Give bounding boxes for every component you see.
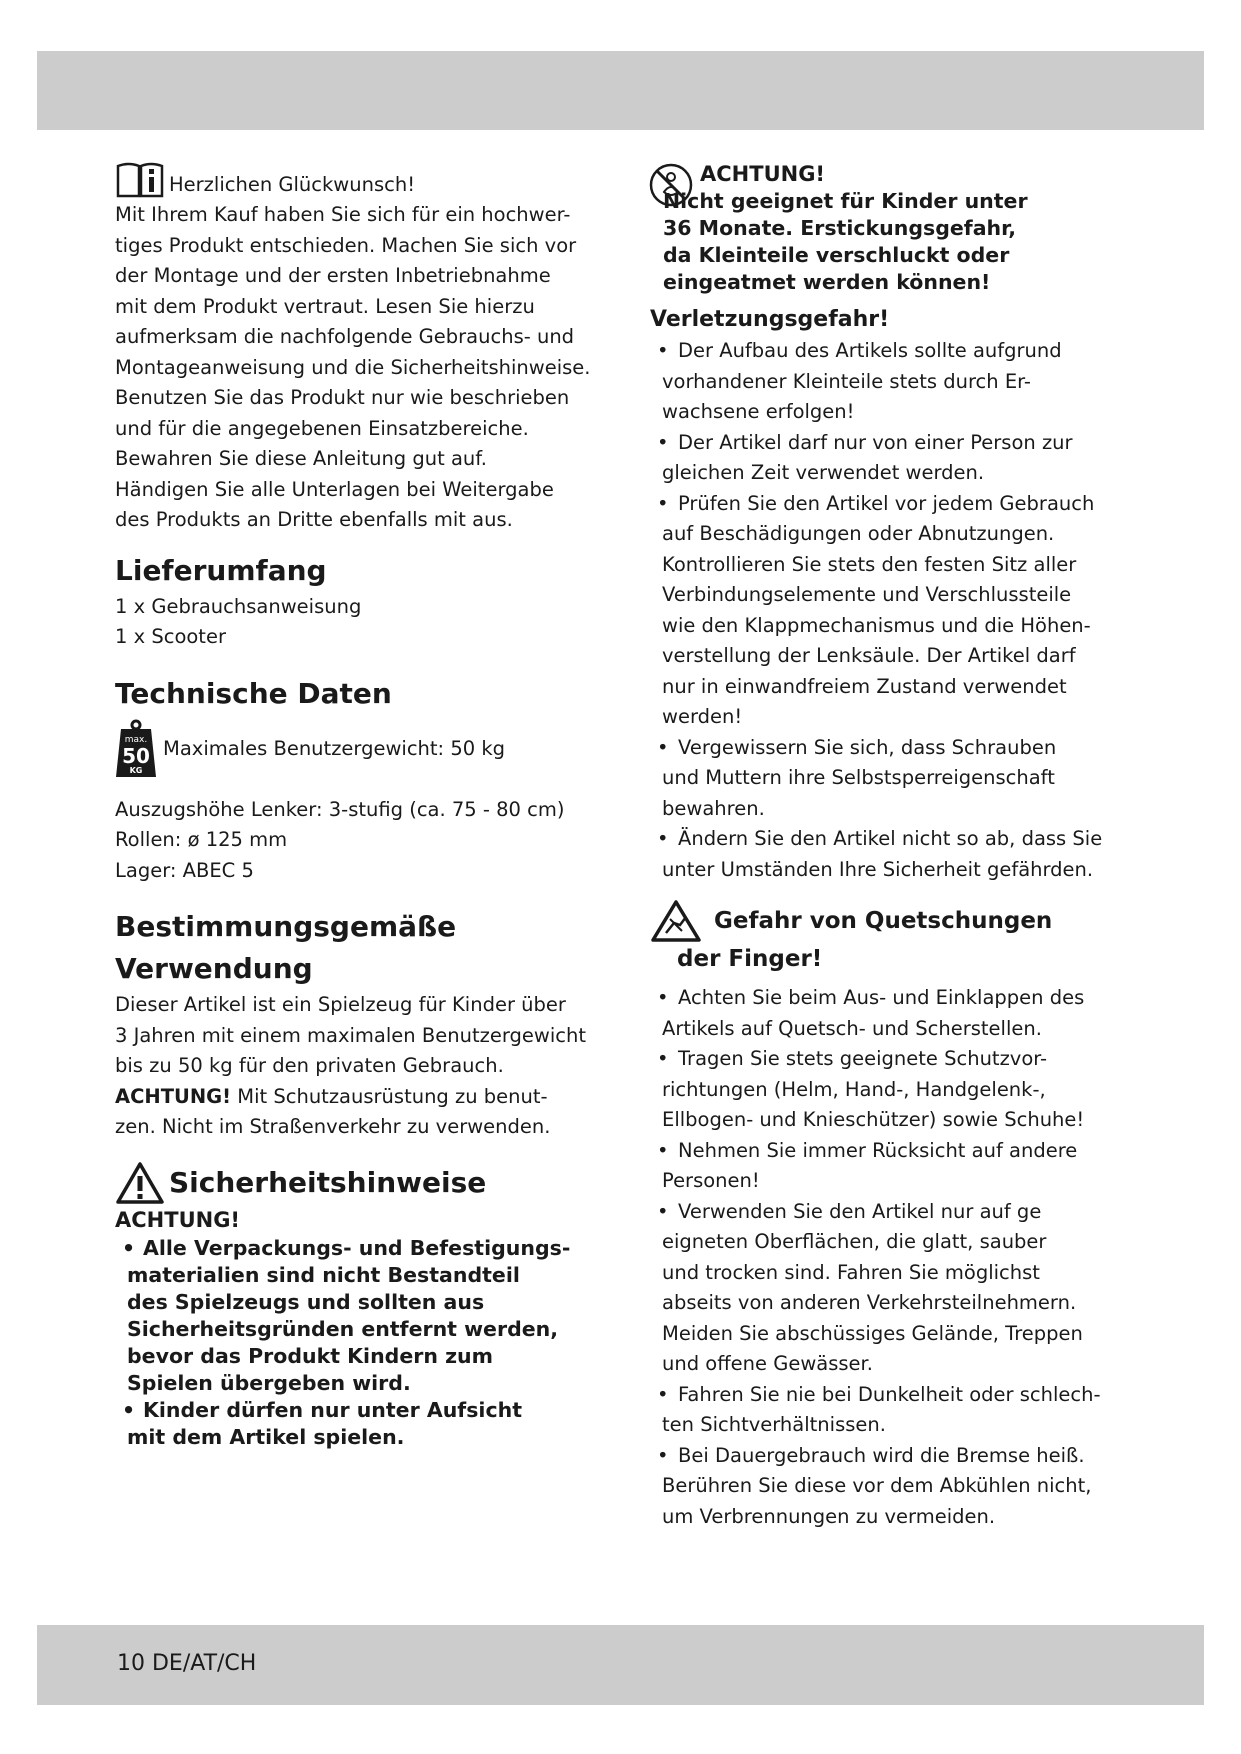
- bullet-dot: •: [657, 430, 669, 454]
- text-line: aufmerksam die nachfolgende Gebrauchs- und: [115, 325, 575, 348]
- list-item-text: gleichen Zeit verwendet werden.: [662, 461, 985, 484]
- warning-triangle-icon: [115, 1161, 165, 1205]
- weight-icon-value: 50: [122, 743, 150, 768]
- achtung-rest: Mit Schutzausrüstung zu benut-: [231, 1084, 548, 1108]
- intro-heading: [115, 160, 605, 200]
- verwendung-achtung-line: [115, 1082, 605, 1113]
- list-item-text: werden!: [662, 705, 743, 728]
- text-line: 1 x Scooter: [115, 625, 226, 648]
- header-band: [37, 51, 1204, 130]
- weight-icon: [115, 719, 157, 781]
- text-line: Rollen: ø 125 mm: [115, 828, 288, 851]
- text-line: eingeatmet werden können!: [663, 270, 991, 294]
- text-line: der Montage und der ersten Inbetriebnahme: [115, 264, 551, 287]
- list-item-text: Verbindungselemente und Verschlussteile: [662, 583, 1072, 606]
- list-item-text: verstellung der Lenksäule. Der Artikel darf: [662, 644, 1076, 667]
- sicherheit-list: [115, 1235, 605, 1451]
- bullet-dot: •: [657, 986, 669, 1009]
- list-item: [650, 336, 1105, 428]
- quetschung-list: [650, 983, 1105, 1532]
- text-line: Dieser Artikel ist ein Spielzeug für Kinder über: [115, 993, 566, 1016]
- list-item: [650, 428, 1105, 489]
- verwendung-paragraph: [115, 990, 605, 1082]
- list-item-text: und Muttern ihre Selbstsperreigenschaft: [662, 766, 1055, 789]
- bullet-dot: •: [657, 1138, 669, 1162]
- quetschung-heading-2: der Finger!: [677, 946, 823, 972]
- text-line: Nicht geeignet für Kinder unter: [663, 189, 1028, 213]
- list-item: [650, 1441, 1105, 1533]
- list-item-text: bevor das Produkt Kindern zum: [127, 1344, 493, 1368]
- text-line: 1 x Gebrauchsanweisung: [115, 594, 362, 618]
- list-item-text: mit dem Artikel spielen.: [127, 1425, 405, 1449]
- text-line: Bewahren Sie diese Anleitung gut auf.: [115, 447, 487, 470]
- list-item: [115, 1235, 605, 1397]
- list-item-text: Verwenden Sie den Artikel nur auf ge: [678, 1199, 1042, 1223]
- verwendung-heading-2: Verwendung: [115, 952, 313, 985]
- footer-band: [37, 1625, 1204, 1705]
- list-item-text: Der Artikel darf nur von einer Person zur: [678, 430, 1073, 454]
- bullet-dot: •: [122, 1398, 136, 1422]
- weight-icon-top: max.: [124, 734, 148, 745]
- bullet-dot: •: [657, 339, 669, 362]
- list-item-text: ten Sichtverhältnissen.: [662, 1413, 886, 1436]
- list-item-text: um Verbrennungen zu vermeiden.: [662, 1504, 996, 1528]
- text-line: bis zu 50 kg für den privaten Gebrauch.: [115, 1054, 504, 1077]
- intro-paragraph: [115, 200, 605, 536]
- bullet-dot: •: [122, 1236, 136, 1260]
- list-item-text: Kontrollieren Sie stets den festen Sitz aller: [662, 552, 1077, 576]
- list-item: [650, 1136, 1105, 1197]
- achtung-label: ACHTUNG!: [115, 1084, 232, 1108]
- text-line: Händigen Sie alle Unterlagen bei Weitergabe: [115, 477, 554, 501]
- list-item-text: Fahren Sie nie bei Dunkelheit oder schlech-: [678, 1382, 1101, 1406]
- max-weight-row: [115, 719, 605, 781]
- list-item-text: Ellbogen- und Knieschützer) sowie Schuhe!: [662, 1108, 1085, 1131]
- list-item-text: Tragen Sie stets geeignete Schutzvor-: [678, 1047, 1048, 1070]
- bullet-dot: •: [657, 827, 669, 850]
- bullet-dot: •: [657, 1443, 669, 1467]
- page-number: 10 DE/AT/CH: [117, 1651, 257, 1676]
- list-item-text: Kinder dürfen nur unter Aufsicht: [143, 1398, 522, 1422]
- text-line: Auszugshöhe Lenker: 3-stufig (ca. 75 - 80 cm): [115, 797, 565, 821]
- text-line: des Produkts an Dritte ebenfalls mit aus.: [115, 508, 513, 531]
- text-line: und für die angegebenen Einsatzbereiche.: [115, 416, 529, 440]
- text-line: da Kleinteile verschluckt oder: [663, 243, 1010, 267]
- text-line: Lager: ABEC 5: [115, 858, 254, 882]
- list-item: [650, 1197, 1105, 1380]
- list-item-text: wie den Klappmechanismus und die Höhen-: [662, 613, 1091, 637]
- list-item-text: abseits von anderen Verkehrsteilnehmern.: [662, 1291, 1077, 1314]
- list-item-text: Prüfen Sie den Artikel vor jedem Gebrauch: [678, 491, 1095, 515]
- bullet-dot: •: [657, 1382, 669, 1406]
- text-line: mit dem Produkt vertraut. Lesen Sie hierzu: [115, 294, 535, 318]
- bullet-dot: •: [657, 1199, 669, 1223]
- list-item-text: Artikels auf Quetsch- und Scherstellen.: [662, 1016, 1042, 1040]
- congrats-text: Herzlichen Glückwunsch!: [169, 172, 416, 196]
- max-weight-text: Maximales Benutzergewicht: 50 kg: [163, 737, 506, 761]
- right-achtung-text: [650, 188, 1105, 296]
- list-item-text: vorhandener Kleinteile stets durch Er-: [662, 369, 1031, 393]
- text-line: Montageanweisung und die Sicherheitshinweise.: [115, 355, 591, 379]
- list-item: [650, 983, 1105, 1044]
- sicherheit-achtung: ACHTUNG!: [115, 1207, 241, 1232]
- text-line: tiges Produkt entschieden. Machen Sie sich vor: [115, 233, 577, 257]
- list-item: [650, 824, 1105, 885]
- finger-pinch-warning-icon: [650, 899, 702, 943]
- weight-icon-unit: KG: [129, 765, 143, 775]
- achtung-block: [650, 160, 1105, 296]
- technische-daten-heading: Technische Daten: [115, 676, 392, 710]
- bullet-dot: •: [657, 1047, 669, 1070]
- list-item-text: wachsene erfolgen!: [662, 400, 855, 423]
- left-column: [115, 160, 605, 1451]
- list-item-text: Sicherheitsgründen entfernt werden,: [127, 1317, 559, 1341]
- list-item-text: eigneten Oberflächen, die glatt, sauber: [662, 1230, 1047, 1253]
- list-item-text: richtungen (Helm, Hand-, Handgelenk-,: [662, 1077, 1046, 1101]
- list-item-text: Meiden Sie abschüssiges Gelände, Treppen: [662, 1321, 1083, 1345]
- list-item: [650, 1044, 1105, 1136]
- list-item-text: Bei Dauergebrauch wird die Bremse heiß.: [678, 1443, 1085, 1467]
- quetschung-heading-row: [650, 899, 1105, 943]
- not-under-3-icon: [648, 162, 694, 208]
- lieferumfang-list: [115, 592, 605, 653]
- list-item-text: auf Beschädigungen oder Abnutzungen.: [662, 522, 1055, 545]
- list-item-text: Berühren Sie diese vor dem Abkühlen nicht,: [662, 1474, 1092, 1497]
- list-item-text: Alle Verpackungs- und Befestigungs-: [143, 1236, 571, 1260]
- bullet-dot: •: [657, 735, 669, 759]
- list-item-text: Nehmen Sie immer Rücksicht auf andere: [678, 1138, 1078, 1162]
- text-line: Benutzen Sie das Produkt nur wie beschrieben: [115, 386, 570, 409]
- list-item-text: Ändern Sie den Artikel nicht so ab, dass Sie: [678, 827, 1103, 850]
- tech-specs: [115, 795, 605, 887]
- verletzung-list: [650, 336, 1105, 885]
- sicherheit-heading-row: [115, 1161, 605, 1205]
- verletzung-heading: Verletzungsgefahr!: [650, 307, 890, 332]
- text-line: 36 Monate. Erstickungsgefahr,: [663, 216, 1017, 240]
- list-item-text: Personen!: [662, 1169, 760, 1192]
- book-info-icon: [115, 160, 165, 200]
- bullet-dot: •: [657, 491, 669, 515]
- list-item-text: nur in einwandfreiem Zustand verwendet: [662, 674, 1067, 698]
- list-item-text: unter Umständen Ihre Sicherheit gefährden.: [662, 857, 1094, 881]
- text-line: 3 Jahren mit einem maximalen Benutzergewicht: [115, 1023, 586, 1047]
- right-achtung-title: ACHTUNG!: [700, 162, 826, 186]
- list-item: [115, 1397, 605, 1451]
- text-line: Mit Ihrem Kauf haben Sie sich für ein hochwer-: [115, 203, 571, 226]
- list-item-text: und trocken sind. Fahren Sie möglichst: [662, 1260, 1040, 1284]
- list-item-text: Der Aufbau des Artikels sollte aufgrund: [678, 339, 1062, 362]
- verwendung-last-line: zen. Nicht im Straßenverkehr zu verwenden.: [115, 1115, 551, 1138]
- list-item: [650, 489, 1105, 733]
- list-item-text: materialien sind nicht Bestandteil: [127, 1263, 520, 1287]
- quetschung-heading-1: Gefahr von Quetschungen: [714, 908, 1053, 934]
- list-item: [650, 1380, 1105, 1441]
- list-item-text: Achten Sie beim Aus- und Einklappen des: [678, 986, 1085, 1009]
- list-item-text: des Spielzeugs und sollten aus: [127, 1290, 485, 1314]
- sicherheit-heading: Sicherheitshinweise: [169, 1165, 487, 1199]
- list-item-text: Vergewissern Sie sich, dass Schrauben: [678, 735, 1057, 759]
- list-item-text: bewahren.: [662, 796, 765, 820]
- list-item-text: und offene Gewässer.: [662, 1352, 873, 1375]
- lieferumfang-heading: Lieferumfang: [115, 553, 327, 587]
- list-item-text: Spielen übergeben wird.: [127, 1371, 411, 1395]
- verwendung-heading-1: Bestimmungsgemäße: [115, 910, 457, 943]
- list-item: [650, 733, 1105, 825]
- right-column: [650, 160, 1105, 1532]
